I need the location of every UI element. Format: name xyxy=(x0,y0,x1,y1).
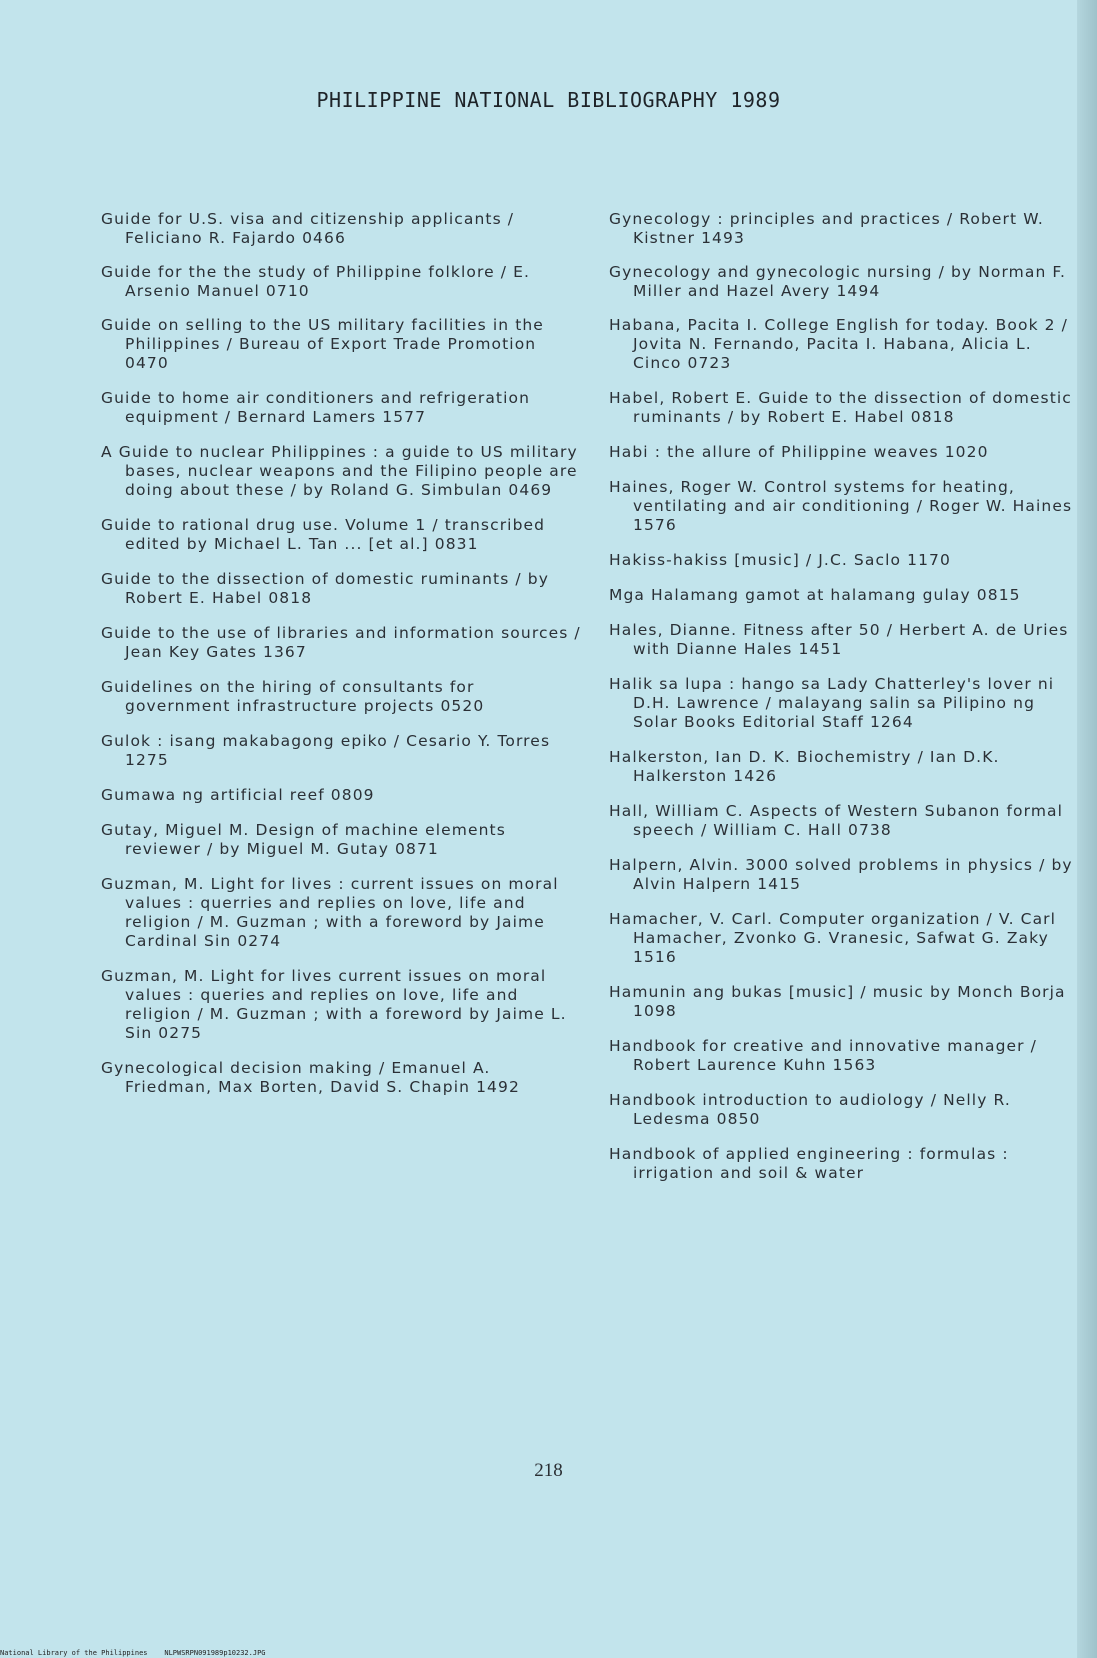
list-item: Guzman, M. Light for lives : current issues on moral values : querries and replies on love, life and religion / M. Guzman ; with a foreword by Jaime Cardinal Sin 0274 xyxy=(101,875,565,950)
page-title: PHILIPPINE NATIONAL BIBLIOGRAPHY 1989 xyxy=(316,88,781,112)
list-item: Guide on selling to the US military facilities in the Philippines / Bureau of Export Trade Promotion 0470 xyxy=(101,316,550,372)
list-item: A Guide to nuclear Philippines : a guide to US military bases, nuclear weapons and the Filipino people are doing about these / by Roland G. Simbulan 0469 xyxy=(101,443,584,499)
list-item: Habel, Robert E. Guide to the dissection of domestic ruminants / by Robert E. Habel 0818 xyxy=(609,389,1078,426)
list-item: Gutay, Miguel M. Design of machine elements reviewer / by Miguel M. Gutay 0871 xyxy=(101,821,512,858)
right-column xyxy=(609,210,1079,1183)
page-number: 218 xyxy=(534,1460,563,1481)
list-item: Guide for U.S. visa and citizenship applicants / Feliciano R. Fajardo 0466 xyxy=(101,210,521,247)
list-item: Hakiss-hakiss [music] / J.C. Saclo 1170 xyxy=(609,551,951,569)
list-item: Gynecology and gynecologic nursing / by Norman F. Miller and Hazel Avery 1494 xyxy=(609,263,1073,300)
list-item: Gynecology : principles and practices / Robert W. Kistner 1493 xyxy=(609,210,1050,247)
list-item: Gynecological decision making / Emanuel A. Friedman, Max Borten, David S. Chapin 1492 xyxy=(101,1059,520,1096)
list-item: Mga Halamang gamot at halamang gulay 0815 xyxy=(609,586,1021,604)
list-item: Halik sa lupa : hango sa Lady Chatterley's lover ni D.H. Lawrence / malayang salin sa Pilipino ng Solar Books Editorial Staff 1264 xyxy=(609,675,1061,731)
list-item: Guide to the dissection of domestic ruminants / by Robert E. Habel 0818 xyxy=(101,570,556,607)
list-item: Hamacher, V. Carl. Computer organization / V. Carl Hamacher, Zvonko G. Vranesic, Safwat G. Zaky 1516 xyxy=(609,910,1063,966)
list-item: Guide for the the study of Philippine folklore / E. Arsenio Manuel 0710 xyxy=(101,263,537,300)
list-item: Handbook for creative and innovative manager / Robert Laurence Kuhn 1563 xyxy=(609,1037,1044,1074)
list-item: Habana, Pacita I. College English for today. Book 2 / Jovita N. Fernando, Pacita I. Habana, Alicia L. Cinco 0723 xyxy=(609,316,1075,372)
list-item: Gulok : isang makabagong epiko / Cesario Y. Torres 1275 xyxy=(101,732,557,769)
list-item: Hall, William C. Aspects of Western Subanon formal speech / William C. Hall 0738 xyxy=(609,802,1070,839)
list-item: Guide to home air conditioners and refrigeration equipment / Bernard Lamers 1577 xyxy=(101,389,537,426)
page-edge-shadow xyxy=(1077,0,1097,1658)
list-item: Handbook of applied engineering : formulas : irrigation and soil & water xyxy=(609,1145,1015,1182)
list-item: Habi : the allure of Philippine weaves 1020 xyxy=(609,443,989,461)
list-item: Halkerston, Ian D. K. Biochemistry / Ian D.K. Halkerston 1426 xyxy=(609,748,1006,785)
list-item: Hales, Dianne. Fitness after 50 / Herbert A. de Uries with Dianne Hales 1451 xyxy=(609,621,1075,658)
list-item: Gumawa ng artificial reef 0809 xyxy=(101,786,375,804)
list-item: Guide to rational drug use. Volume 1 / transcribed edited by Michael L. Tan ... [et al.] 0831 xyxy=(101,516,552,553)
list-item: Halpern, Alvin. 3000 solved problems in physics / by Alvin Halpern 1415 xyxy=(609,856,1079,893)
list-item: Guidelines on the hiring of consultants for government infrastructure projects 0520 xyxy=(101,678,485,715)
list-item: Hamunin ang bukas [music] / music by Monch Borja 1098 xyxy=(609,983,1072,1020)
list-item: Guzman, M. Light for lives current issues on moral values : queries and replies on love, life and religion / M. Guzman ; with a foreword by Jaime L. Sin 0275 xyxy=(101,967,573,1042)
list-item: Handbook introduction to audiology / Nelly R. Ledesma 0850 xyxy=(609,1091,1017,1128)
list-item: Haines, Roger W. Control systems for heating, ventilating and air conditioning / Roger W. Haines 1576 xyxy=(609,478,1079,534)
left-column xyxy=(101,210,587,1097)
list-item: Guide to the use of libraries and information sources / Jean Key Gates 1367 xyxy=(101,624,587,661)
scan-footer: National Library of the Philippines NLPWSRPN091989p10232.JPG xyxy=(0,1649,266,1657)
